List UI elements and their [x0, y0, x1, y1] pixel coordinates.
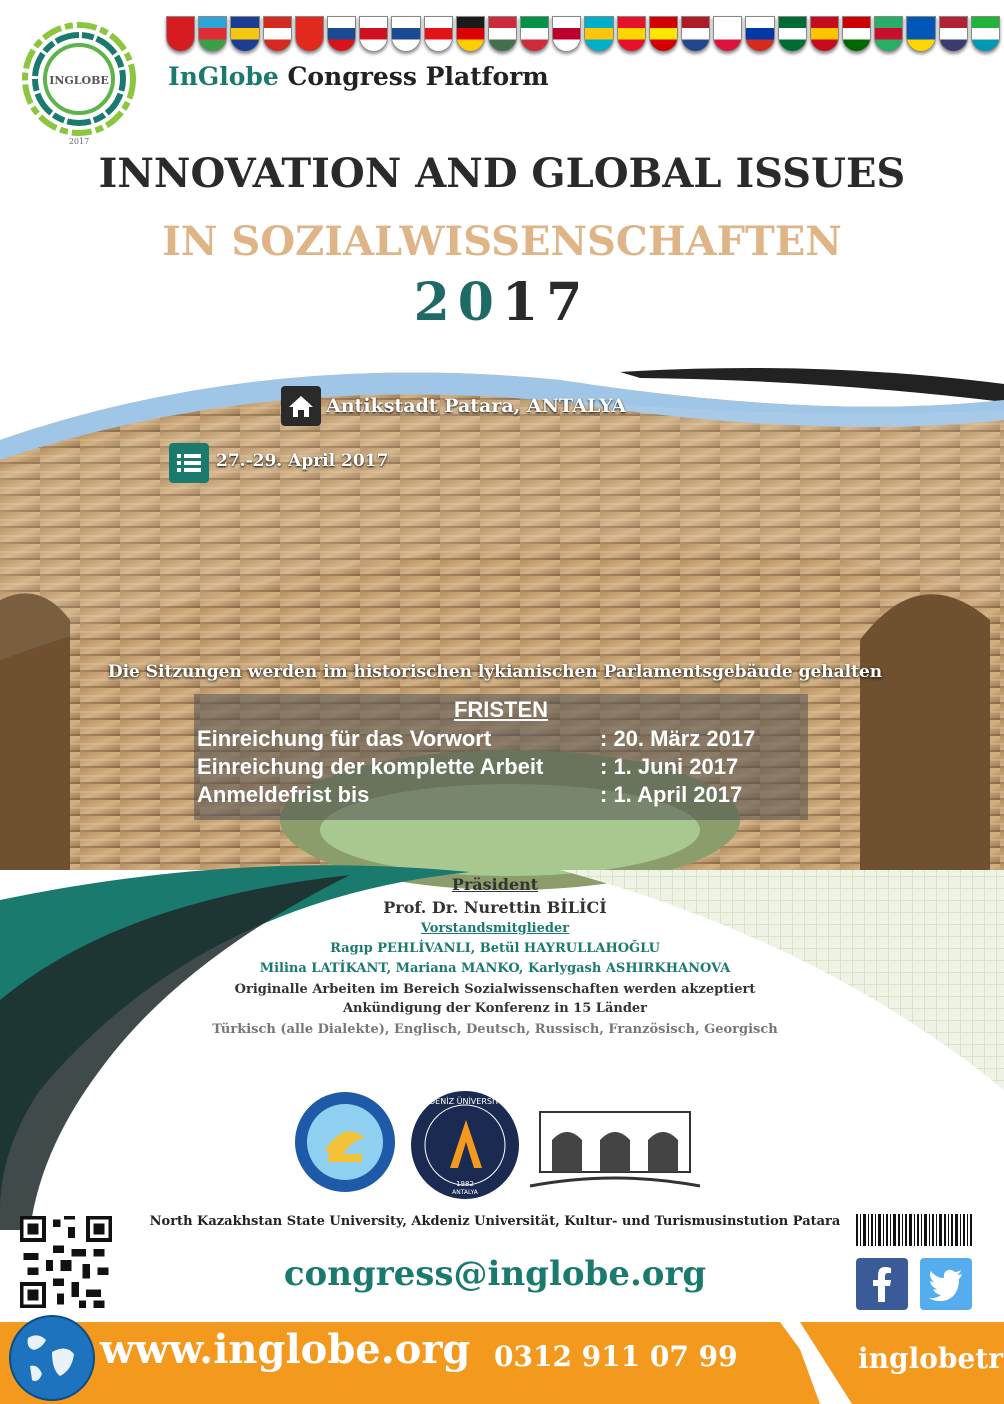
ukraine-flag — [906, 16, 935, 52]
georgia-flag — [424, 16, 453, 52]
turkey-flag — [166, 16, 195, 52]
partner-logos — [290, 1090, 710, 1200]
china-flag — [295, 16, 324, 52]
azerbaijan-flag — [198, 16, 227, 52]
akdeniz-year: 1982 — [456, 1180, 474, 1188]
deadline-row — [197, 754, 739, 780]
board-heading: Vorstandsmitglieder — [420, 921, 570, 936]
deadline-label: Anmeldefrist bis — [197, 782, 370, 807]
committee-section — [180, 875, 810, 1037]
president-heading: Präsident — [451, 875, 539, 894]
event-date: 27.-29. April 2017 — [216, 451, 389, 471]
canada-flag — [263, 16, 292, 52]
title-line1: INNOVATION AND GLOBAL ISSUES — [98, 150, 906, 197]
italy-flag — [520, 16, 549, 52]
finland-flag — [391, 16, 420, 52]
poland-flag — [713, 16, 742, 52]
languages-note: Türkisch (alle Dialekte), Englisch, Deutsch, Russisch, Französisch, Georgisch — [212, 1022, 778, 1037]
platform-rest: Congress Platform — [278, 62, 549, 91]
japan-flag — [552, 16, 581, 52]
patara-gate-logo — [530, 1112, 700, 1186]
partners-text: North Kazakhstan State University, Akdeniz Universität, Kultur- und Turismusinstution Patara — [149, 1214, 841, 1229]
title-line2: IN SOZIALWISSENSCHAFTEN — [162, 218, 842, 265]
website-url[interactable]: www.inglobe.org — [100, 1326, 471, 1373]
session-note: Die Sitzungen werden im historischen lykianischen Parlamentsgebäude gehalten — [107, 662, 883, 682]
macedonia-flag — [649, 16, 678, 52]
logo-year: 2017 — [68, 137, 90, 146]
akdeniz-university-logo — [411, 1091, 519, 1199]
usa-flag — [939, 16, 968, 52]
president-name: Prof. Dr. Nurettin BİLİCİ — [383, 898, 607, 917]
england-flag — [359, 16, 388, 52]
deadline-row — [197, 726, 756, 752]
czech-flag — [327, 16, 356, 52]
announcement-note: Ankündigung der Konferenz in 15 Länder — [342, 1001, 648, 1016]
list-icon — [169, 443, 209, 483]
nkzu-seal-logo — [295, 1092, 395, 1192]
deadline-label: Einreichung der komplette Arbeit — [197, 754, 544, 779]
tajikistan-flag — [842, 16, 871, 52]
deadline-date: : 20. März 2017 — [600, 726, 756, 751]
deadline-label: Einreichung für das Vorwort — [197, 726, 492, 751]
home-icon — [281, 386, 321, 426]
deadline-row — [197, 782, 743, 808]
social-handle: inglobetr — [858, 1342, 1003, 1375]
event-location: Antikstadt Patara, ANTALYA — [326, 395, 627, 417]
akdeniz-ring-text: AKDENİZ ÜNİVERSİTESİ — [418, 1097, 512, 1106]
akdeniz-city: ANTALYA — [452, 1189, 478, 1196]
globe-icon — [8, 1314, 96, 1402]
facebook-icon[interactable] — [856, 1258, 908, 1310]
deadline-date: : 1. Juni 2017 — [600, 754, 739, 779]
acceptance-note: Originalle Arbeiten im Bereich Sozialwissenschaften werden akzeptiert — [234, 982, 756, 997]
deadlines-title: FRISTEN — [453, 697, 549, 722]
kazakhstan-flag — [584, 16, 613, 52]
logo-text: INGLOBE — [49, 74, 109, 87]
barcode — [856, 1214, 972, 1246]
platform-brand: InGlobe — [168, 62, 279, 91]
board-members-line1: Ragıp PEHLİVANLI, Betül HAYRULLAHOĞLU — [330, 941, 660, 956]
contact-email[interactable]: congress@inglobe.org — [283, 1254, 707, 1294]
germany-flag — [456, 16, 485, 52]
deadline-date: : 1. April 2017 — [600, 782, 743, 807]
russia-flag — [745, 16, 774, 52]
phone-number: 0312 911 07 99 — [494, 1340, 738, 1373]
inglobe-logo — [8, 8, 150, 150]
country-flags — [166, 16, 1000, 56]
kyrgyzstan-flag — [617, 16, 646, 52]
netherlands-flag — [681, 16, 710, 52]
year-part-a: 20 — [413, 272, 502, 333]
hungary-flag — [488, 16, 517, 52]
twitter-icon[interactable] — [920, 1258, 972, 1310]
platform-name — [168, 62, 549, 91]
bosnia-flag — [230, 16, 259, 52]
turkmenistan-flag — [874, 16, 903, 52]
spain-flag — [810, 16, 839, 52]
board-members-line2: Milina LATİKANT, Mariana MANKO, Karlygash ASHIRKHANOVA — [259, 961, 731, 976]
uzbekistan-flag — [971, 16, 1000, 52]
year-part-b: 17 — [502, 272, 591, 333]
saudi-flag — [778, 16, 807, 52]
title-year — [0, 272, 1004, 333]
